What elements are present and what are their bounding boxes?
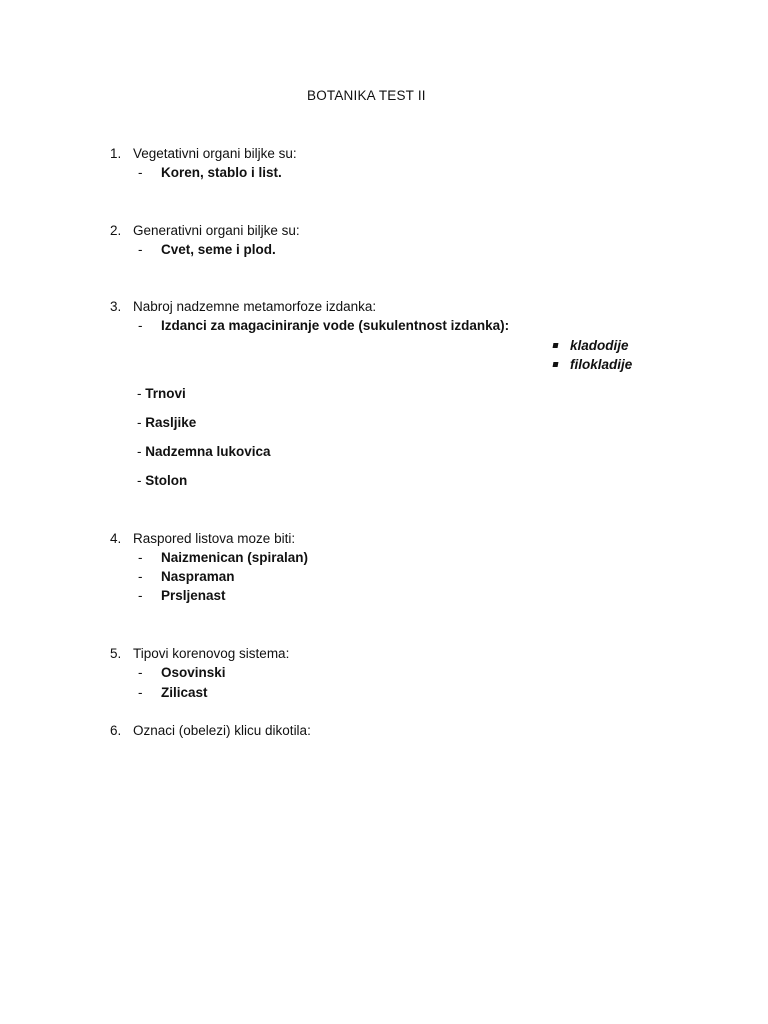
- document-title: BOTANIKA TEST II: [307, 88, 426, 103]
- dash-marker: -: [138, 588, 143, 603]
- question-number: 6.: [110, 723, 122, 738]
- dash-marker: -: [138, 242, 143, 257]
- dash-marker: -: [138, 569, 143, 584]
- answer-text: Zilicast: [161, 685, 208, 700]
- answer-item: [138, 550, 308, 565]
- dash-marker: -: [137, 473, 142, 488]
- bullet-text: kladodije: [570, 338, 629, 353]
- answer-item: [138, 588, 226, 603]
- answer-text: Stolon: [145, 473, 188, 488]
- bullet-text: filokladije: [570, 357, 633, 372]
- answer-text: Nadzemna lukovica: [145, 444, 271, 459]
- question-3: [110, 299, 376, 314]
- answer-text: Koren, stablo i list.: [161, 165, 282, 180]
- answer-item: [138, 242, 276, 257]
- answer-item: [137, 386, 186, 401]
- question-number: 3.: [110, 299, 122, 314]
- question-6: [110, 723, 311, 738]
- answer-item: [138, 685, 208, 700]
- dash-marker: -: [137, 386, 142, 401]
- answer-text: Cvet, seme i plod.: [161, 242, 276, 257]
- dash-marker: -: [138, 550, 143, 565]
- answer-item: [137, 473, 187, 488]
- question-1: [110, 146, 297, 161]
- square-bullet-icon: [553, 343, 559, 348]
- answer-item: [138, 665, 226, 680]
- question-number: 5.: [110, 646, 122, 661]
- answer-text: Izdanci za magaciniranje vode (sukulentnost izdanka):: [161, 318, 510, 333]
- question-text: Nabroj nadzemne metamorfoze izdanka:: [133, 299, 377, 314]
- answer-text: Osovinski: [161, 665, 226, 680]
- question-text: Oznaci (obelezi) klicu dikotila:: [133, 723, 311, 738]
- bullet-item: [553, 338, 629, 353]
- question-number: 1.: [110, 146, 122, 161]
- question-text: Raspored listova moze biti:: [133, 531, 296, 546]
- question-text: Tipovi korenovog sistema:: [133, 646, 290, 661]
- answer-item: [138, 569, 235, 584]
- dash-marker: -: [138, 318, 143, 333]
- bullet-item: [553, 357, 632, 372]
- question-number: 4.: [110, 531, 122, 546]
- question-text: Vegetativni organi biljke su:: [133, 146, 297, 161]
- dash-marker: -: [138, 685, 143, 700]
- question-2: [110, 223, 300, 238]
- answer-item: [138, 165, 282, 180]
- answer-item: [138, 318, 509, 333]
- question-4: [110, 531, 295, 546]
- dash-marker: -: [137, 415, 142, 430]
- answer-text: Trnovi: [145, 386, 186, 401]
- answer-text: Rasljike: [145, 415, 197, 430]
- dash-marker: -: [137, 444, 142, 459]
- dash-marker: -: [138, 665, 143, 680]
- answer-item: [137, 415, 196, 430]
- answer-text: Naizmenican (spiralan): [161, 550, 309, 565]
- answer-text: Prsljenast: [161, 588, 226, 603]
- square-bullet-icon: [553, 362, 559, 367]
- question-text: Generativni organi biljke su:: [133, 223, 300, 238]
- answer-item: [137, 444, 271, 459]
- question-5: [110, 646, 289, 661]
- answer-text: Naspraman: [161, 569, 235, 584]
- dash-marker: -: [138, 165, 143, 180]
- question-number: 2.: [110, 223, 122, 238]
